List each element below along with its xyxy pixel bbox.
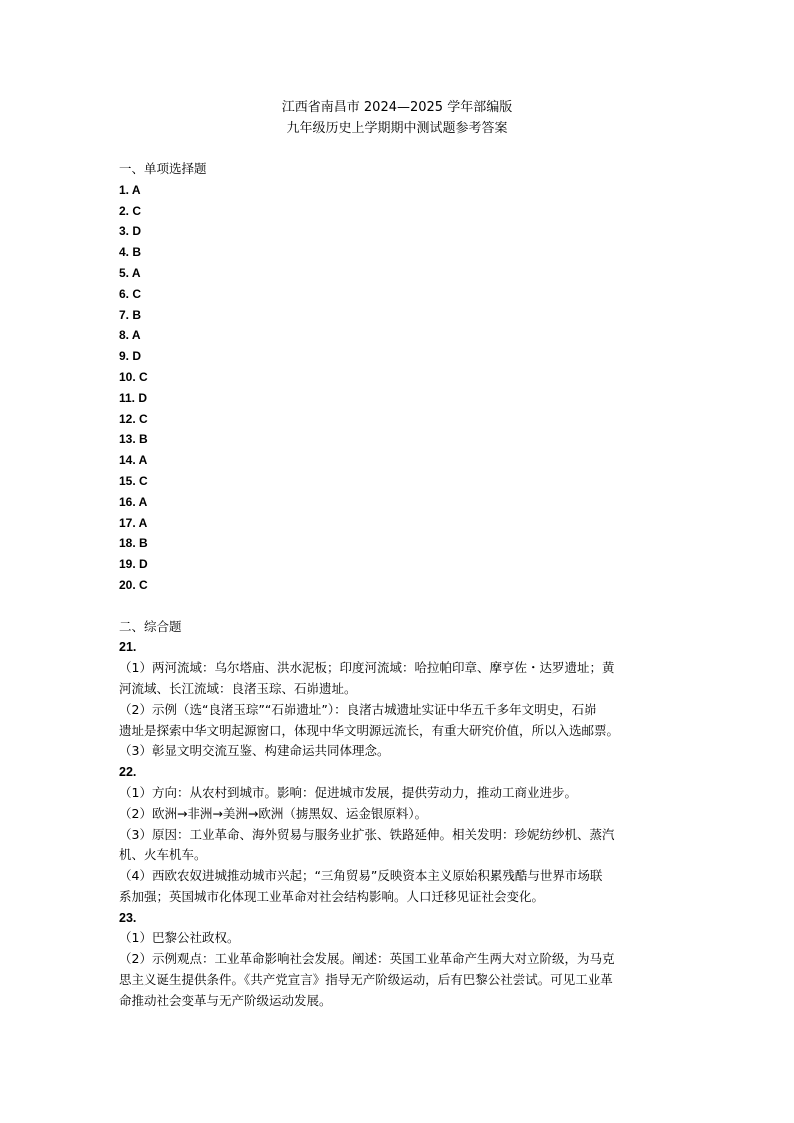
question-number-21: 21. [119,640,137,655]
answer-item: 13. B [119,432,148,447]
answer-line: （3）原因：工业革命、海外贸易与服务业扩张、铁路延伸。相关发明：珍妮纺纱机、蒸汽 [119,826,615,842]
answer-line: 河流域、长江流域：良渚玉琮、石峁遗址。 [119,680,357,696]
answer-item: 8. A [119,328,141,343]
answer-line: （2）欧洲→非洲→美洲→欧洲（掳黑奴、运金银原料）。 [119,805,428,821]
document-body [119,159,679,1012]
question-number-22: 22. [119,765,137,780]
question-22-answer [119,783,679,908]
section-heading-comprehensive: 二、综合题 [119,618,182,634]
answer-item: 20. C [119,577,148,592]
answer-item: 12. C [119,411,148,426]
answer-item: 14. A [119,453,148,468]
answer-item: 15. C [119,473,148,488]
answer-item: 2. C [119,203,142,218]
answer-line: 机、火车机车。 [119,847,207,863]
question-21-answer [119,658,679,762]
answer-line: 遗址是探索中华文明起源窗口，体现中华文明源远流长，有重大研究价值，所以入选邮票。 [119,722,620,738]
section-spacer [119,596,679,617]
answer-list [119,180,679,596]
answer-line: （2）示例观点：工业革命影响社会发展。阐述：英国工业革命产生两大对立阶级，为马克 [119,951,615,967]
answer-line: 系加强；英国城市化体现工业革命对社会结构影响。人口迁移见证社会变化。 [119,888,545,904]
answer-item: 18. B [119,536,148,551]
answer-item: 7. B [119,307,142,322]
section-heading-single-choice: 一、单项选择题 [119,161,207,176]
answer-item: 1. A [119,182,141,197]
answer-line: （4）西欧农奴进城推动城市兴起；“三角贸易”反映资本主义原始积累残酷与世界市场联 [119,868,603,884]
answer-item: 11. D [119,390,148,405]
answer-line: 命推动社会变革与无产阶级运动发展。 [119,992,332,1008]
answer-item: 9. D [119,349,142,364]
answer-item: 4. B [119,245,142,260]
answer-item: 5. A [119,265,141,280]
answer-line: 思主义诞生提供条件。《共产党宣言》指导无产阶级运动，后有巴黎公社尝试。可见工业革 [119,972,613,988]
question-23-answer [119,928,679,1011]
answer-line: （1）方向：从农村到城市。影响：促进城市发展，提供劳动力，推动工商业进步。 [119,784,577,800]
answer-item: 19. D [119,557,148,572]
question-number-23: 23. [119,910,137,925]
answer-item: 6. C [119,286,142,301]
answer-item: 16. A [119,494,148,509]
answer-line: （1）两河流域：乌尔塔庙、洪水泥板；印度河流域：哈拉帕印章、摩亨佐・达罗遗址；黄 [119,660,615,676]
answer-item: 3. D [119,224,142,239]
answer-item: 17. A [119,515,148,530]
document-title-line-2: 九年级历史上学期期中测试题参考答案 [286,121,508,136]
answer-line: （2）示例（选“良渚玉琮”“石峁遗址”）：良渚古城遗址实证中华五千多年文明史，石峁 [119,701,597,717]
answer-line: （1）巴黎公社政权。 [119,930,240,946]
answer-line: （3）彰显文明交流互鉴、构建命运共同体理念。 [119,743,390,759]
answer-item: 10. C [119,369,148,384]
document-title-line-1: 江西省南昌市 2024—2025 学年部编版 [281,100,513,115]
